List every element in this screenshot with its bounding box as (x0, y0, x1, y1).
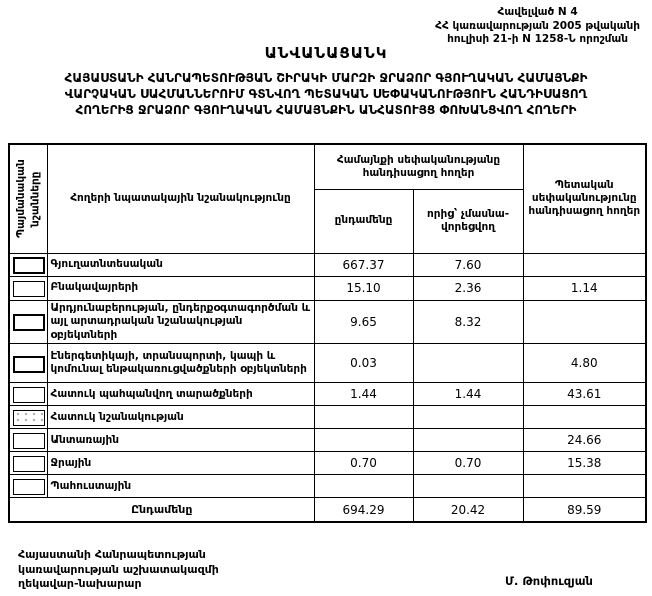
annex-number: Հավելված N 4 (497, 6, 578, 18)
legend-swatch-icon (13, 479, 45, 495)
subtitle-line-1: ՀԱՅԱՍՏԱՆԻ ՀԱՆՐԱՊԵՏՈՒԹՅԱՆ ՇԻՐԱԿԻ ՄԱՐԶԻ ՋՐԱՁՈՐ ԳՅՈՒՂԱԿԱՆ ՀԱՄԱՅՆՔԻ (64, 71, 588, 85)
row-state: 43.61 (523, 383, 646, 406)
row-total: 667.37 (314, 253, 413, 276)
signature-name: Մ. Թոփուզյան (505, 574, 593, 588)
row-total: 15.10 (314, 276, 413, 300)
row-label: Պահուստային (47, 475, 314, 498)
row-state: 1.14 (523, 276, 646, 300)
row-label: Արդյունաբերության, ընդերքօգտագործման և այլ արտադրական նշանակության օբյեկտների (47, 300, 314, 344)
row-state: 4.80 (523, 344, 646, 383)
signatory-line-2: կառավարության աշխատակազմի (18, 562, 219, 576)
subtitle-line-3: ՀՈՂԵՐԻՑ ՋՐԱՁՈՐ ԳՅՈՒՂԱԿԱՆ ՀԱՄԱՅՆՔԻՆ ԱՆՀԱՏՈՒՅՑ ՓՈԽԱՆՑՎՈՂ ՀՈՂԵՐԻ (75, 102, 577, 117)
row-total: 0.70 (314, 452, 413, 475)
total-row (9, 498, 646, 522)
row-label: Անտառային (47, 429, 314, 452)
table-row (9, 452, 646, 475)
total-row-of-which: 20.42 (413, 498, 523, 522)
row-total (314, 406, 413, 429)
legend-swatch-icon (13, 433, 45, 449)
total-row-state: 89.59 (523, 498, 646, 522)
signatory-line-3: ղեկավար-նախարար (18, 577, 142, 591)
row-state (523, 253, 646, 276)
row-state (523, 300, 646, 344)
row-label: Հատուկ պահպանվող տարածքների (47, 383, 314, 406)
legend-swatch-icon (13, 356, 45, 373)
row-of-which: 8.32 (413, 300, 523, 344)
legend-swatch-icon (13, 387, 45, 403)
header-of-which: որից՝ չմասնա-վորեցվող (413, 189, 523, 253)
row-of-which: 7.60 (413, 253, 523, 276)
row-of-which: 2.36 (413, 276, 523, 300)
row-state (523, 406, 646, 429)
header-total: ընդամենը (314, 189, 413, 253)
row-total: 0.03 (314, 344, 413, 383)
row-label: Բնակավայրերի (47, 276, 314, 300)
header-designation: Հողերի նպատակային նշանակությունը (47, 144, 314, 253)
signatory-title (18, 548, 219, 592)
table-row (9, 300, 646, 344)
row-of-which (413, 475, 523, 498)
header-row-1 (9, 144, 646, 189)
row-total: 1.44 (314, 383, 413, 406)
row-label: Էներգետիկայի, տրանսպորտի, կապի և կոմունալ ենթակառուցվածքների օբյեկտների (47, 344, 314, 383)
table-row (9, 344, 646, 383)
row-total (314, 475, 413, 498)
row-state: 24.66 (523, 429, 646, 452)
row-label: Հատուկ նշանակության (47, 406, 314, 429)
table-row (9, 276, 646, 300)
land-transfer-table (8, 143, 647, 523)
decree-line: հուլիսի 21-ի N 1258-Ն որոշման (447, 33, 629, 46)
signatory-line-1: Հայաստանի Հանրապետության (18, 548, 206, 561)
row-total: 9.65 (314, 300, 413, 344)
table-row (9, 475, 646, 498)
row-of-which (413, 429, 523, 452)
row-label: Գյուղատնտեսական (47, 253, 314, 276)
subtitle-line-2: ՎԱՐՉԱԿԱՆ ՍԱՀՄԱՆՆԵՐՈՒՄ ԳՏՆՎՈՂ ՊԵՏԱԿԱՆ ՍԵՓԱԿԱՆՈՒԹՅՈՒՆ ՀԱՆԴԻՍԱՑՈՂ (64, 86, 588, 101)
row-of-which: 0.70 (413, 452, 523, 475)
row-total (314, 429, 413, 452)
legend-swatch-icon (13, 257, 45, 274)
header-symbols (9, 144, 47, 253)
row-state: 15.38 (523, 452, 646, 475)
table-row (9, 406, 646, 429)
table-row (9, 429, 646, 452)
decree-annotation (435, 6, 640, 47)
header-symbols-label: Պայմանական նշանները (14, 159, 42, 239)
table-row (9, 253, 646, 276)
government-line: ՀՀ կառավարության 2005 թվականի (435, 19, 640, 32)
legend-swatch-icon (13, 314, 45, 331)
row-of-which (413, 344, 523, 383)
total-row-total: 694.29 (314, 498, 413, 522)
header-state-lands: Պետական սեփականությունը հանդիսացող հողեր (523, 144, 646, 253)
row-label: Ջրային (47, 452, 314, 475)
row-of-which (413, 406, 523, 429)
header-community-group: Համայնքի սեփականությանը հանդիսացող հողեր (314, 144, 523, 189)
table-row (9, 383, 646, 406)
legend-swatch-icon (13, 281, 45, 297)
document-subtitle (6, 71, 646, 118)
total-row-label: Ընդամենը (9, 498, 314, 522)
legend-swatch-icon (13, 456, 45, 472)
page-title: ԱՆՎԱՆԱՑԱՆԿ (264, 44, 388, 62)
row-of-which: 1.44 (413, 383, 523, 406)
legend-swatch-icon (13, 410, 45, 426)
row-state (523, 475, 646, 498)
